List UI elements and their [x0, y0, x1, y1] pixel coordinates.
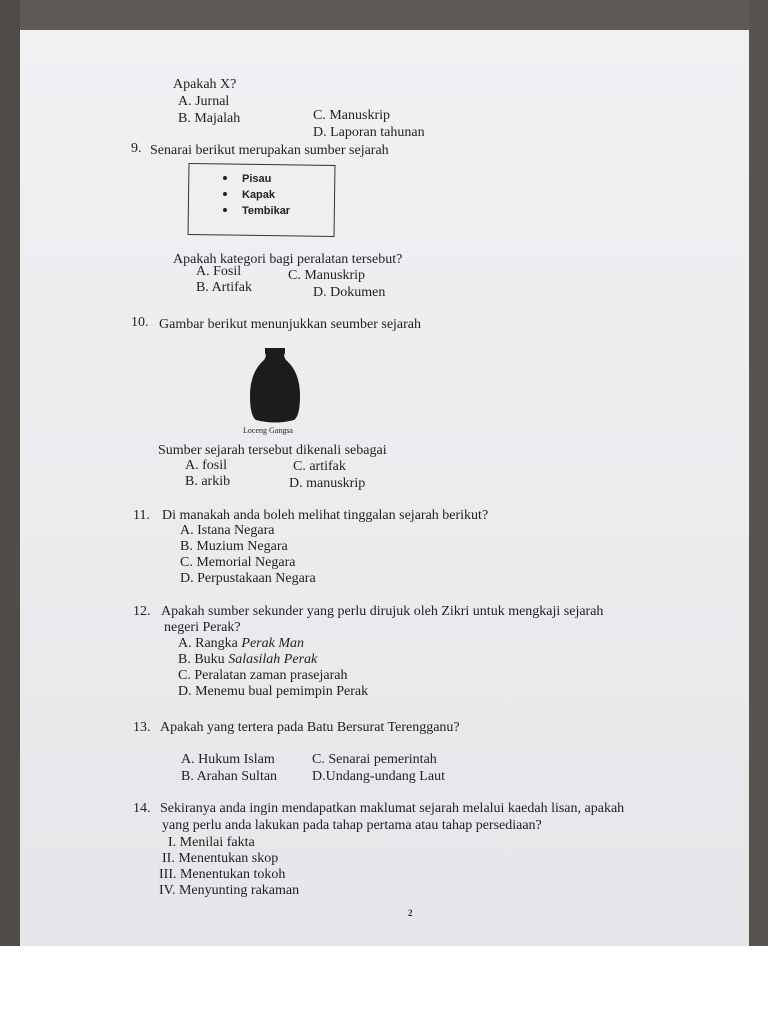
photo-background-top	[0, 0, 768, 30]
q14-item-3: III. Menentukan tokoh	[159, 867, 286, 882]
q12-option-a: A. Rangka Perak Man	[178, 636, 304, 651]
q8-stem: Apakah X?	[173, 77, 237, 92]
q9-option-a: A. Fosil	[196, 264, 242, 279]
q13-option-c: C. Senarai pemerintah	[312, 752, 437, 767]
q8-option-d: D. Laporan tahunan	[313, 125, 425, 140]
q12-option-b: B. Buku Salasilah Perak	[178, 652, 318, 667]
q13-option-b: B. Arahan Sultan	[181, 769, 278, 784]
page-number: 2	[408, 908, 413, 918]
q10-number: 10.	[131, 315, 149, 330]
q8-option-a: A. Jurnal	[178, 94, 230, 109]
q10-option-b: B. arkib	[185, 474, 231, 489]
q11-number: 11.	[133, 508, 150, 523]
q9-stem: Senarai berikut merupakan sumber sejarah	[150, 143, 389, 158]
q9-item-1: Pisau	[242, 173, 272, 185]
q9-option-d: D. Dokumen	[313, 285, 386, 300]
q14-number: 14.	[133, 801, 151, 816]
q10-image-caption: Loceng Gangsa	[243, 426, 293, 435]
q10-option-a: A. fosil	[185, 458, 227, 473]
exam-page	[20, 30, 749, 946]
q10-option-d: D. manuskrip	[289, 476, 366, 491]
q8-option-b: B. Majalah	[178, 111, 241, 126]
q12-option-d: D. Menemu bual pemimpin Perak	[178, 684, 369, 699]
q9-number: 9.	[131, 141, 142, 156]
q12-stem-line-2: negeri Perak?	[164, 620, 241, 635]
q14-item-4: IV. Menyunting rakaman	[159, 883, 300, 898]
q13-stem: Apakah yang tertera pada Batu Bersurat Terengganu?	[160, 720, 460, 735]
bronze-bell-image	[250, 348, 300, 424]
photo-background-left	[0, 0, 20, 946]
bullet-icon	[223, 176, 227, 180]
q9-option-c: C. Manuskrip	[288, 268, 365, 283]
q11-option-b: B. Muzium Negara	[180, 539, 288, 554]
q12-stem-line-1: Apakah sumber sekunder yang perlu dirujuk oleh Zikri untuk mengkaji sejarah	[161, 604, 604, 619]
q12-option-c: C. Peralatan zaman prasejarah	[178, 668, 348, 683]
bullet-icon	[223, 192, 227, 196]
q10-option-c: C. artifak	[293, 459, 346, 474]
q14-stem-line-1: Sekiranya anda ingin mendapatkan maklumat sejarah melalui kaedah lisan, apakah	[160, 801, 625, 816]
q9-item-2: Kapak	[242, 189, 276, 201]
q13-number: 13.	[133, 720, 151, 735]
q11-option-c: C. Memorial Negara	[180, 555, 296, 570]
q11-stem: Di manakah anda boleh melihat tinggalan sejarah berikut?	[162, 508, 489, 523]
q11-option-a: A. Istana Negara	[180, 523, 275, 538]
q13-option-d: D.Undang-undang Laut	[312, 769, 445, 784]
q9-item-3: Tembikar	[242, 205, 291, 217]
q14-stem-line-2: yang perlu anda lakukan pada tahap pertama atau tahap persediaan?	[162, 818, 542, 833]
q8-option-c: C. Manuskrip	[313, 108, 390, 123]
photo-background-right	[749, 0, 768, 946]
q12-number: 12.	[133, 604, 151, 619]
q11-option-d: D. Perpustakaan Negara	[180, 571, 316, 586]
q13-option-a: A. Hukum Islam	[181, 752, 275, 767]
q14-item-1: I. Menilai fakta	[168, 835, 255, 850]
bullet-icon	[223, 208, 227, 212]
q9-question: Apakah kategori bagi peralatan tersebut?	[173, 252, 403, 267]
q14-item-2: II. Menentukan skop	[162, 851, 279, 866]
q9-option-b: B. Artifak	[196, 280, 252, 295]
q10-stem: Gambar berikut menunjukkan seumber sejarah	[159, 317, 422, 332]
q10-question: Sumber sejarah tersebut dikenali sebagai	[158, 443, 387, 458]
